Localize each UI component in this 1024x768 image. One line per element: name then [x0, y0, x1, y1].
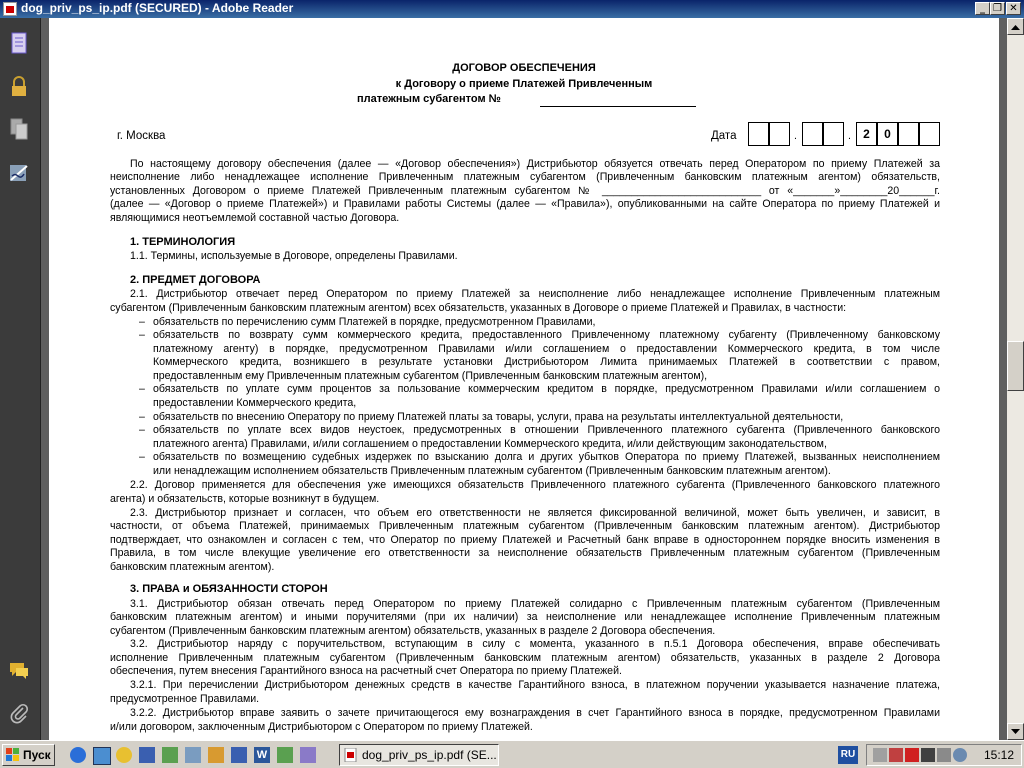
- app-icon[interactable]: [300, 747, 316, 763]
- intro-line: неисполнение либо ненадлежащее исполнение Привлеченным платежным субагентом (Привлеченным банковским платежным агентом) обязательств,: [110, 171, 940, 183]
- title-bar: [0, 0, 1024, 18]
- clause-3-1-line: банковским платежным агентом) и иными поручителями (при их наличии) за неисполнение или ненадлежащее исполнение Привлеченным платежным: [110, 611, 940, 623]
- arrow-up-icon: [1011, 24, 1020, 30]
- scroll-up-button[interactable]: [1007, 18, 1024, 35]
- bullet-line: обязательств по перечислению сумм Платежей в порядке, предусмотренном Правилами,: [153, 316, 596, 328]
- clause-3-1-line: 3.1. Дистрибьютор обязан отвечать перед Оператором по приему Платежей солидарно с Привлеченным платежным субагентом (Привлеченным: [130, 598, 940, 610]
- bullet-line: обязательств по уплате сумм процентов за пользование коммерческим кредитом в порядке, предусмотренном Правилами и/или соглашением о: [153, 383, 940, 395]
- bullet-line: обязательств по возврату сумм коммерческого кредита, предоставленного Привлеченному платежному субагенту (Привлеченному банковскому: [153, 329, 940, 341]
- section-1-1: 1.1. Термины, используемые в Договоре, определены Правилами.: [130, 250, 458, 262]
- lock-icon[interactable]: [6, 74, 32, 100]
- pdf-file-icon: [3, 2, 17, 16]
- clock: 15:12: [984, 748, 1015, 762]
- antivirus-icon[interactable]: [905, 748, 919, 762]
- section-2-heading: 2. ПРЕДМЕТ ДОГОВОРА: [130, 274, 261, 286]
- scroll-down-button[interactable]: [1007, 723, 1024, 740]
- volume-icon[interactable]: [953, 748, 967, 762]
- clause-3-2-1-line: 3.2.1. При перечислении Дистрибьютором денежных средств в качестве Гарантийного взноса, в платежном поручении указывается назначение платежа,: [130, 679, 940, 691]
- intro-line: являющимися неотъемлемой составной частью Договора.: [110, 212, 400, 224]
- app-icon[interactable]: [277, 747, 293, 763]
- date-cell: [919, 122, 940, 146]
- document-viewport[interactable]: [41, 18, 1007, 740]
- start-button[interactable]: [2, 744, 55, 766]
- date-cell: 0: [877, 122, 898, 146]
- navigation-panel: [0, 18, 41, 740]
- clause-2-3-line: частности, от объема Платежей, принимаемых Привлеченным платежным субагентом (Привлеченным банковским платежным агентом). Дистрибьютор: [110, 520, 940, 532]
- copy-pages-icon[interactable]: [6, 116, 32, 142]
- clause-2-3-line: банковским платежным агентом).: [110, 561, 275, 573]
- bullet-dash: –: [139, 451, 145, 463]
- intro-line: По настоящему договору обеспечения (далее — «Договор обеспечения») Дистрибьютор обязуется отвечать перед Оператором по приему Платежей за: [130, 158, 940, 170]
- app-icon[interactable]: [162, 747, 178, 763]
- window-title: dog_priv_ps_ip.pdf (SECURED) - Adobe Reader: [21, 1, 294, 15]
- clause-3-2-line: исполнение Привлеченным платежным субагентом (Привлеченным банковским платежным агентом) обязательств, указанных в разделе 2 Договора: [110, 652, 940, 664]
- tray-icon[interactable]: [889, 748, 903, 762]
- clause-2-3-line: Правила, в том числе влекущие увеличение его ответственности за неисполнение обязательств Привлеченным платежным субагентом (Привлеченным: [110, 547, 940, 559]
- tray-icon[interactable]: [921, 748, 935, 762]
- taskbar-button-label: dog_priv_ps_ip.pdf (SE...: [362, 748, 497, 762]
- save-icon[interactable]: [231, 747, 247, 763]
- vertical-scrollbar[interactable]: [1007, 18, 1024, 740]
- bullet-line: Коммерческого кредита, возникшего в результате установки Дистрибьютором Лимита принимаемых Платежей в соответствии с правом,: [153, 356, 940, 368]
- doc-title-line-1: ДОГОВОР ОБЕСПЕЧЕНИЯ: [452, 62, 596, 74]
- start-label: Пуск: [23, 748, 51, 762]
- pdf-page: [49, 18, 999, 740]
- date-separator: .: [794, 130, 797, 142]
- city-label: г. Москва: [117, 130, 166, 142]
- browser-icon[interactable]: [70, 747, 86, 763]
- minimize-button[interactable]: _: [975, 2, 990, 15]
- clause-2-1-line: субагентом (Привлеченным банковским платежным агентом) всех обязательств, указанных в Договоре о приеме Платежей и Правилах, в частности:: [110, 302, 847, 314]
- bullet-dash: –: [139, 424, 145, 436]
- pages-icon[interactable]: [6, 30, 32, 56]
- clause-3-2-2-line: 3.2.2. Дистрибьютор вправе заявить о зачете причитающегося ему вознаграждения в счет Гарантийного взноса в порядке, предусмотренном Правилами: [130, 707, 940, 719]
- bullet-line: платежному агенту) в порядке, предусмотренном Правилами и/или соглашением о предоставлении Коммерческого кредита, в том числе: [153, 343, 940, 355]
- clause-3-2-2-line: и/или договором, заключенным Дистрибьютором с Оператором по приему Платежей.: [110, 721, 533, 733]
- intro-line: установленных Договором о приеме Платежей Привлеченным платежным субагентом № ___________________________ от «_______»________20______г.: [110, 185, 940, 197]
- clause-2-2-line: 2.2. Договор применяется для обеспечения уже имеющихся обязательств Привлеченного платежного субагента (Привлеченного банковского платежного: [130, 479, 940, 491]
- date-cell: [823, 122, 844, 146]
- bullet-dash: –: [139, 383, 145, 395]
- bullet-line: предоставлении Коммерческого кредита,: [153, 397, 357, 409]
- date-cell: [802, 122, 823, 146]
- bullet-line: предоставленным ему Привлеченным платежным субагентом (Привлеченным банковским платежным агентом),: [153, 370, 708, 382]
- clause-2-1-line: 2.1. Дистрибьютор отвечает перед Оператором по приему Платежей за неисполнение либо ненадлежащее исполнение Привлеченным платежным: [130, 288, 940, 300]
- date-cell: [898, 122, 919, 146]
- arrow-down-icon: [1011, 729, 1020, 735]
- language-indicator[interactable]: RU: [838, 746, 858, 764]
- doc-title-line-3: платежным субагентом №: [357, 93, 501, 105]
- clause-3-2-line: обеспечения, путем внесения Гарантийного взноса на расчетный счет Оператора по приему Платежей.: [110, 665, 622, 677]
- attachment-icon[interactable]: [6, 700, 32, 726]
- restore-button[interactable]: ❐: [990, 2, 1005, 15]
- bullet-line: или ненадлежащим исполнением обязательств Привлеченным платежным субагентом (Привлеченным банковским платежным агентом).: [153, 465, 831, 477]
- clause-2-3-line: 2.3. Дистрибьютор признает и согласен, что объем его ответственности не является фиксированной величиной, может быть увеличен, и зависит, в: [130, 507, 940, 519]
- pdf-file-icon: [344, 748, 358, 762]
- bullet-dash: –: [139, 316, 145, 328]
- section-1-heading: 1. ТЕРМИНОЛОГИЯ: [130, 236, 236, 248]
- bullet-dash: –: [139, 411, 145, 423]
- clause-3-1-line: субагентом (Привлеченным банковским платежным агентом) обязательств, указанных в разделе 2 Договора обеспечения.: [110, 625, 716, 637]
- floppy-icon[interactable]: [139, 747, 155, 763]
- clause-2-3-line: подтверждает, что ознакомлен и согласен с тем, что Оператор по приему Платежей и Расчетный банк вправе в одностороннем порядке вносить изменения в: [110, 534, 940, 546]
- doc-title-line-2: к Договору о приеме Платежей Привлеченным: [395, 78, 653, 90]
- section-3-heading: 3. ПРАВА и ОБЯЗАННОСТИ СТОРОН: [130, 583, 328, 595]
- bullet-line: обязательств по внесению Оператору по приему Платежей платы за товары, услуги, права на результаты интеллектуальной деятельности,: [153, 411, 844, 423]
- intro-line: (далее — «Договор о приеме Платежей») и Правилами работы Системы (далее — «Правила»), опубликованными на сайте Оператора по приему Платежей и: [110, 198, 940, 210]
- contract-number-blank: [540, 106, 696, 107]
- date-label: Дата: [711, 130, 737, 142]
- signature-icon[interactable]: [6, 160, 32, 186]
- tray-icon[interactable]: [873, 748, 887, 762]
- taskbar-button-adobe-reader[interactable]: [339, 744, 499, 766]
- bullet-dash: –: [139, 329, 145, 341]
- app-icon[interactable]: [208, 747, 224, 763]
- app-icon[interactable]: [185, 747, 201, 763]
- bullet-line: платежного агента) Правилами, и/или соглашением о предоставлении Коммерческого кредита, и/или действующим законодательством,: [153, 438, 827, 450]
- date-separator: .: [848, 130, 851, 142]
- windows-logo-icon: [6, 748, 20, 762]
- comments-icon[interactable]: [6, 658, 32, 684]
- clause-2-2-line: агента) и обязательств, которые возникнут в будущем.: [110, 493, 380, 505]
- clause-3-2-1-line: предусмотренное Правилами.: [110, 693, 260, 705]
- player-icon[interactable]: [116, 747, 132, 763]
- bullet-line: обязательств по возмещению судебных издержек по взысканию долга и других убытков Оператора по приему Платежей, вызванных неисполнением: [153, 451, 940, 463]
- system-tray: [866, 744, 1022, 766]
- scroll-thumb[interactable]: [1007, 341, 1024, 391]
- close-button[interactable]: ✕: [1006, 2, 1021, 15]
- media-icon[interactable]: [93, 747, 111, 765]
- network-icon[interactable]: [937, 748, 951, 762]
- bullet-line: обязательств по уплате всех видов неустоек, предусмотренных в отношении Привлеченного платежного субагента (Привлеченного банковского: [153, 424, 940, 436]
- clause-3-2-line: 3.2. Дистрибьютор наряду с поручительством, вступающим в силу с момента, указанного в п.5.1 Договора обеспечения, вправе обеспечивать: [130, 638, 940, 650]
- date-cell: [748, 122, 769, 146]
- taskbar: [0, 740, 1024, 768]
- date-cell: 2: [856, 122, 877, 146]
- word-icon[interactable]: W: [254, 747, 270, 763]
- date-cell: [769, 122, 790, 146]
